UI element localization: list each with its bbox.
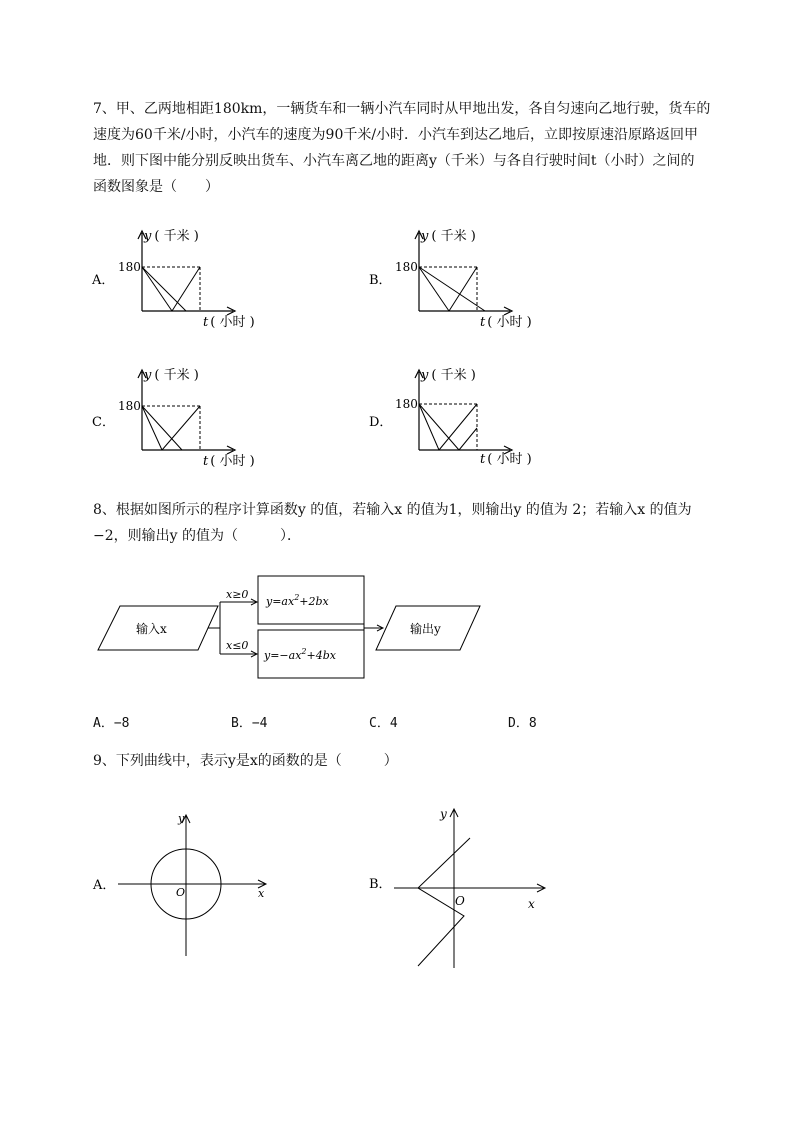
x-unit: ( 小时 ) [487,315,532,330]
svg-text:y( 千米 ) [143,228,199,244]
x-var: t [203,315,209,330]
formula-bottom: $y=-ax^2+4bx$ [264,647,336,662]
q7-option-c-label: C． [92,415,115,430]
q8-option-b: B．−4 [231,716,268,731]
y-var: y [421,368,429,383]
y-var: y [421,229,429,244]
q8-line-2: −2，则输出y 的值为（ ）． [93,528,301,544]
svg-text:t( 小时 ) [203,315,255,330]
q9-option-b-label: B． [369,877,392,892]
cond-top: x≥0 [226,588,249,601]
q8-option-a: A．−8 [93,716,130,731]
y-tick-180: 180 [118,260,141,274]
q7-graph-b [365,225,565,335]
cond-bottom: x≤0 [226,639,249,652]
y-tick-180: 180 [395,397,418,411]
y-axis-label: y [440,807,447,821]
q7-option-a-label: A． [92,273,115,288]
y-axis-label: y [178,812,185,825]
y-unit: ( 千米 ) [154,368,199,383]
x-unit: ( 小时 ) [487,452,532,467]
q7-line-4: 函数图象是（ ） [93,179,219,195]
q8-option-d: D．8 [508,716,537,731]
q9-line-1: 9、下列曲线中，表示y是x的函数的是（ ） [93,753,398,769]
q8-option-c: C．4 [369,716,398,731]
input-text: 输入x [136,622,167,636]
q7-line-1: 7、甲、乙两地相距180km，一辆货车和一辆小汽车同时从甲地出发，各自匀速向乙地行驶，货车的 [93,101,711,117]
q7-graph-a [88,225,288,335]
y-unit: ( 千米 ) [431,368,476,383]
origin-label: O [176,886,186,899]
q9-option-a-label: A． [93,878,116,893]
x-var: t [480,315,486,330]
y-tick-180: 180 [395,260,418,274]
origin-label: O [455,894,465,908]
svg-text:输入x [136,621,167,636]
formula-top: $y=ax^2+2bx$ [266,593,329,608]
q9-graph-b [366,806,556,972]
x-var: t [480,452,486,467]
y-unit: ( 千米 ) [154,229,199,244]
output-text: 输出y [410,622,441,636]
q7-option-b-label: B． [369,273,392,288]
svg-text:t( 小时 ) [480,315,532,330]
q7-graph-d [365,364,565,474]
q8-flowchart [98,574,488,684]
x-unit: ( 小时 ) [210,454,255,469]
y-unit: ( 千米 ) [431,229,476,244]
svg-text:t( 小时 ) [480,452,532,467]
y-tick-180: 180 [118,399,141,413]
q7-line-3: 地．则下图中能分别反映出货车、小汽车离乙地的距离y（千米）与各自行驶时间t（小时）之间的 [93,153,695,169]
q7-graph-c [88,364,288,474]
y-var: y [144,368,152,383]
svg-text:输出y [410,621,441,636]
x-axis-label: x [528,897,535,911]
svg-text:y( 千米 ) [420,228,476,244]
q8-line-1: 8、根据如图所示的程序计算函数y 的值，若输入x 的值为1，则输出y 的值为 2；若输入x 的值为 [93,502,692,518]
x-unit: ( 小时 ) [210,315,255,330]
y-var: y [144,229,152,244]
svg-text:t( 小时 ) [203,454,255,469]
x-var: t [203,454,209,469]
svg-text:y( 千米 ) [420,367,476,383]
q7-option-d-label: D． [369,415,393,430]
q7-line-2: 速度为60千米/小时，小汽车的速度为90千米/小时．小汽车到达乙地后，立即按原速沿原路返回甲 [93,127,699,143]
q9-graph-a [90,812,280,958]
x-axis-label: x [258,887,265,900]
svg-text:y( 千米 ) [143,367,199,383]
